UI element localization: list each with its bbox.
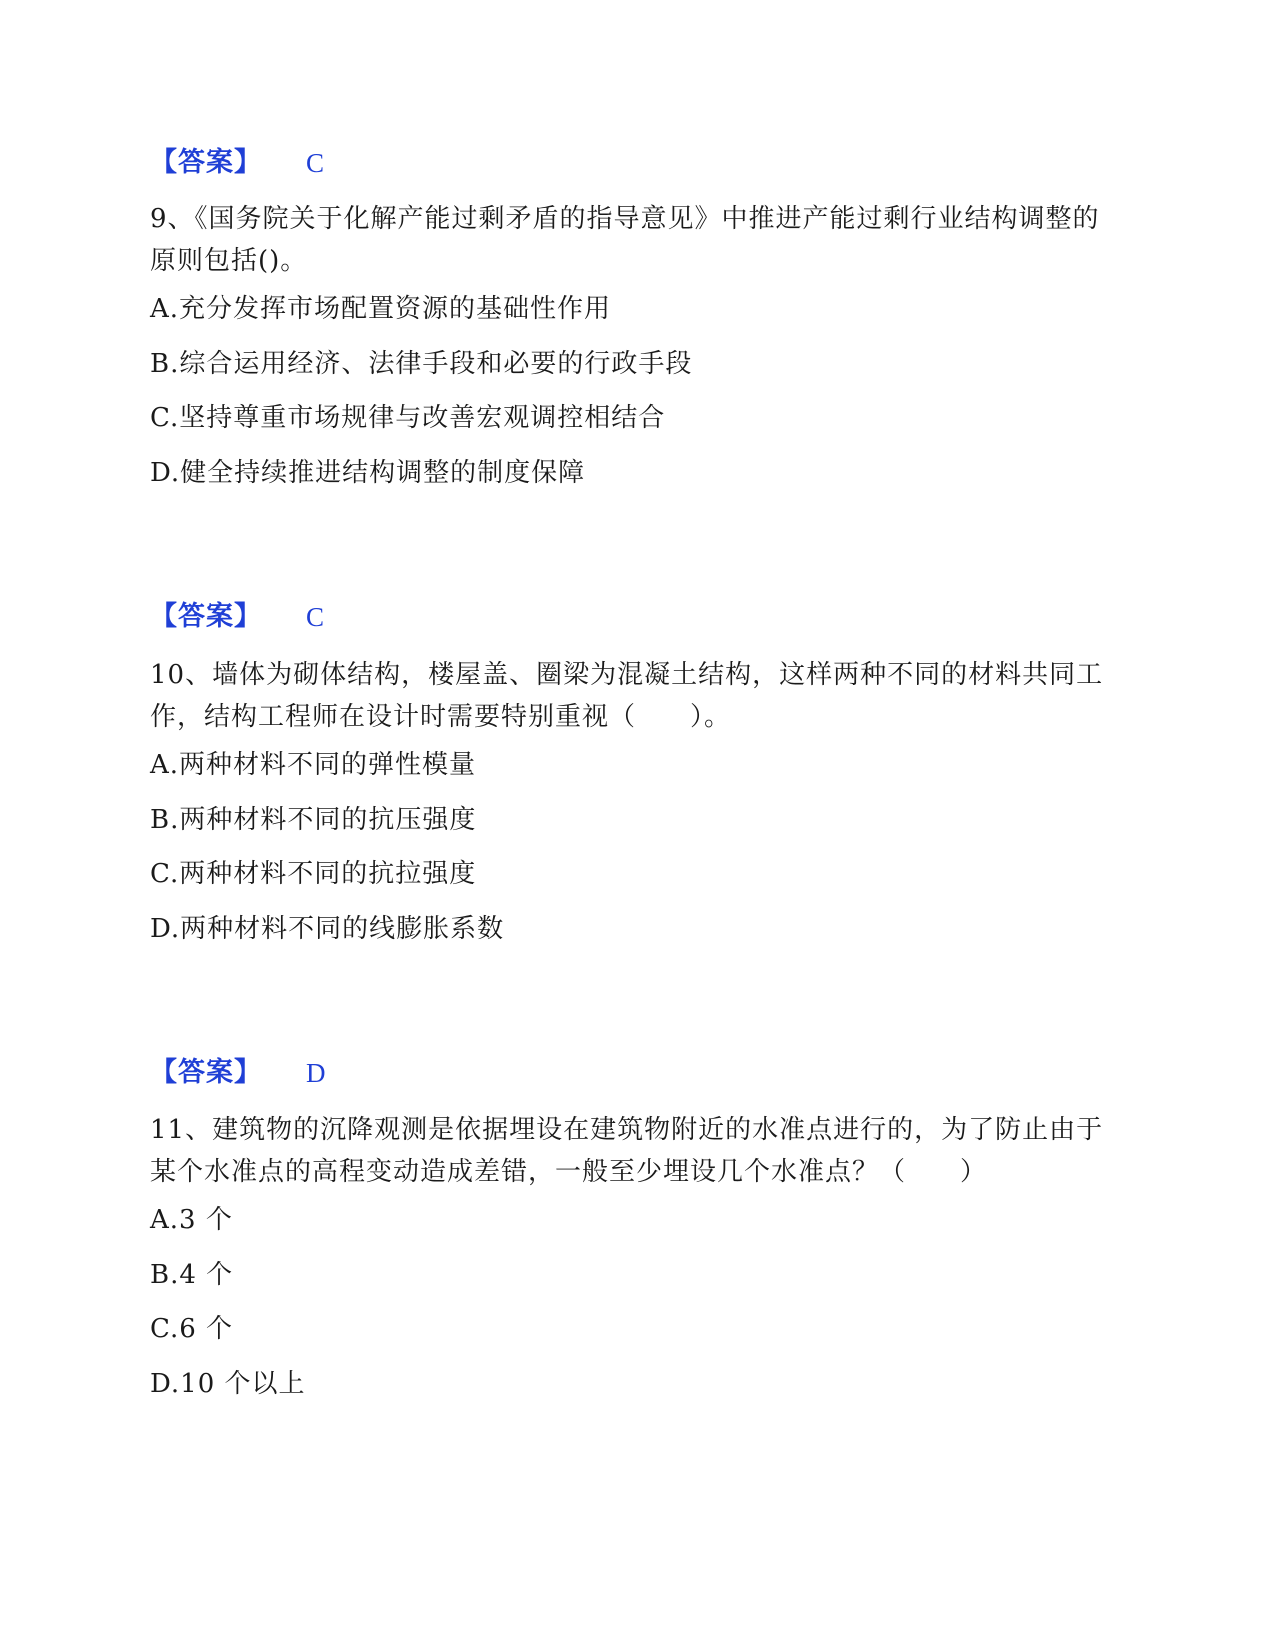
answer-value: D [306, 1058, 326, 1088]
answer-label: 【答案】 [150, 1057, 262, 1088]
option-c: C.6 个 [150, 1314, 234, 1344]
option-b: B.4 个 [150, 1260, 234, 1290]
answer-label: 【答案】 [150, 147, 262, 178]
option-c: C.坚持尊重市场规律与改善宏观调控相结合 [150, 403, 666, 433]
option-a: A.3 个 [150, 1205, 233, 1235]
answer-label: 【答案】 [150, 601, 262, 632]
option-b: B.综合运用经济、法律手段和必要的行政手段 [150, 349, 693, 379]
option-d: D.10 个以上 [150, 1369, 306, 1399]
question-text: 11、建筑物的沉降观测是依据埋设在建筑物附近的水准点进行的，为了防止由于某个水准点的高程变动造成差错，一般至少埋设几个水准点？（ ） [150, 1115, 1104, 1187]
option-d: D.健全持续推进结构调整的制度保障 [150, 458, 586, 488]
answer-value: C [306, 602, 325, 632]
option-c: C.两种材料不同的抗拉强度 [150, 859, 477, 889]
answer-line [150, 601, 325, 633]
answer-line [150, 1057, 326, 1089]
option-a: A.充分发挥市场配置资源的基础性作用 [150, 294, 612, 324]
question-text: 10、墙体为砌体结构，楼屋盖、圈梁为混凝土结构，这样两种不同的材料共同工作，结构工程师在设计时需要特别重视（ ）。 [150, 660, 1104, 732]
answer-line [150, 147, 325, 179]
option-d: D.两种材料不同的线膨胀系数 [150, 914, 505, 944]
question-text: 9、《国务院关于化解产能过剩矛盾的指导意见》中推进产能过剩行业结构调整的原则包括()。 [150, 204, 1100, 276]
option-b: B.两种材料不同的抗压强度 [150, 805, 477, 835]
answer-value: C [306, 148, 325, 178]
option-a: A.两种材料不同的弹性模量 [150, 750, 477, 780]
